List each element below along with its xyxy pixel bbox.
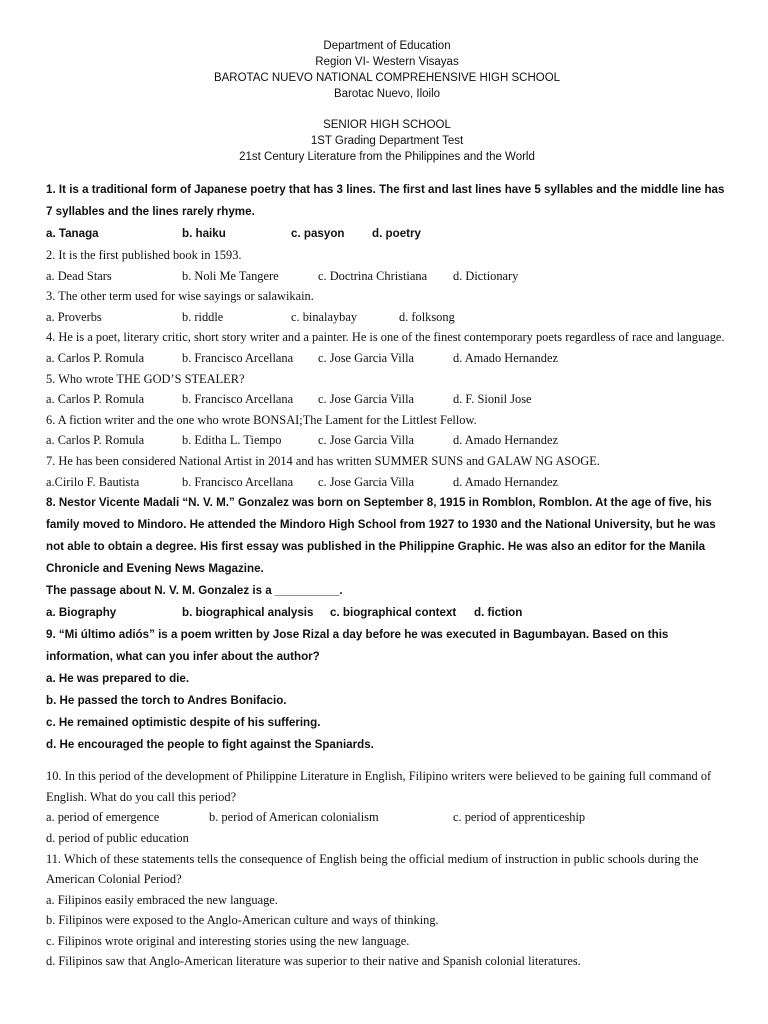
option-c: c. He remained optimistic despite of his suffering. <box>46 716 321 730</box>
option-b: b. period of American colonialism <box>209 810 379 825</box>
option-b: b. Editha L. Tiempo <box>182 433 282 448</box>
option-d: d. poetry <box>372 227 421 240</box>
option-b: b. Francisco Arcellana <box>182 474 294 489</box>
option-c: c. period of apprenticeship <box>453 810 586 825</box>
option-c: c. Jose Garcia Villa <box>318 433 415 448</box>
option-a: a. Dead Stars <box>46 268 112 283</box>
question-7 <box>46 451 728 492</box>
option-d: d. He encouraged the people to fight against the Spaniards. <box>46 738 374 752</box>
question-10 <box>46 766 728 848</box>
option-b: b. Francisco Arcellana <box>182 392 294 407</box>
option-a: a. Carlos P. Romula <box>46 350 145 365</box>
option-d: d. Amado Hernandez <box>453 474 558 489</box>
option-b: b. Filipinos were exposed to the Anglo-American culture and ways of thinking. <box>46 913 439 928</box>
option-c: c. Doctrina Christiana <box>318 268 428 283</box>
option-a: a.Cirilo F. Bautista <box>46 474 140 489</box>
question-stem: 6. A fiction writer and the one who wrote BONSAI;The Lament for the Littlest Fellow. <box>46 412 477 427</box>
question-options <box>46 266 728 287</box>
question-stem: 8. Nestor Vicente Madali “N. V. M.” Gonzalez was born on September 8, 1915 in Romblon, Romblon. At the age of five, his family moved to Mindoro. He attended the Mindoro High School from 1927 to 1930 and the National University, but he was not able to obtain a degree. His first essay was published in the Philippine Graphic. He was also an editor for the Manila Chronicle and Evening News Magazine. <box>46 496 716 576</box>
option-a: a. Proverbs <box>46 309 102 324</box>
option-b: b. haiku <box>182 227 226 240</box>
question-options <box>46 307 728 328</box>
option-b: b. biographical analysis <box>182 606 314 620</box>
question-3 <box>46 286 728 327</box>
question-options <box>46 389 728 410</box>
option-b: b. Francisco Arcellana <box>182 350 294 365</box>
option-d: d. period of public education <box>46 830 189 845</box>
option-a: a. Biography <box>46 606 117 620</box>
question-stem: 1. It is a traditional form of Japanese poetry that has 3 lines. The first and last lines have 5 syllables and the middle line has 7 syllables and the lines rarely rhyme. <box>46 183 725 218</box>
option-c: c. Jose Garcia Villa <box>318 350 415 365</box>
header-line: 21st Century Literature from the Philippines and the World <box>239 151 535 163</box>
option-c: c. pasyon <box>291 227 345 240</box>
option-a: a. Carlos P. Romula <box>46 433 145 448</box>
option-d: d. folksong <box>399 309 455 324</box>
option-d: d. Amado Hernandez <box>453 350 558 365</box>
header-line: SENIOR HIGH SCHOOL <box>323 119 451 131</box>
option-c: c. Jose Garcia Villa <box>318 474 415 489</box>
question-5 <box>46 369 728 410</box>
option-c: c. Jose Garcia Villa <box>318 392 415 407</box>
question-2 <box>46 245 728 286</box>
option-d: d. Dictionary <box>453 268 519 283</box>
question-list <box>46 179 728 972</box>
question-options <box>46 472 728 493</box>
question-options <box>46 807 728 828</box>
option-d: d. Amado Hernandez <box>453 433 558 448</box>
question-4 <box>46 327 728 368</box>
question-options <box>46 602 728 624</box>
question-6 <box>46 410 728 451</box>
question-options <box>46 430 728 451</box>
question-stem: 5. Who wrote THE GOD’S STEALER? <box>46 371 245 386</box>
option-b: b. He passed the torch to Andres Bonifacio. <box>46 694 287 708</box>
question-stem: 4. He is a poet, literary critic, short story writer and a painter. He is one of the finest contemporary poets regardless of race and language. <box>46 330 725 345</box>
option-d: d. Filipinos saw that Anglo-American literature was superior to their native and Spanish colonial literatures. <box>46 954 581 969</box>
question-stem: 2. It is the first published book in 1593. <box>46 248 242 262</box>
question-8 <box>46 492 728 624</box>
question-options <box>46 223 728 245</box>
header-line: Region VI- Western Visayas <box>315 56 459 68</box>
option-c: c. Filipinos wrote original and interesting stories using the new language. <box>46 933 410 948</box>
header-line: Barotac Nuevo, Iloilo <box>333 88 441 100</box>
question-9 <box>46 624 728 756</box>
question-11 <box>46 849 728 973</box>
question-stem: 7. He has been considered National Artist in 2014 and has written SUMMER SUNS and GALAW NG ASOGE. <box>46 453 600 468</box>
question-stem: 3. The other term used for wise sayings or salawikain. <box>46 289 314 304</box>
document-header <box>46 38 728 165</box>
option-a: a. Filipinos easily embraced the new language. <box>46 892 278 907</box>
option-a: a. He was prepared to die. <box>46 672 190 686</box>
option-d: d. fiction <box>474 606 523 620</box>
header-line: 1ST Grading Department Test <box>310 135 464 147</box>
option-b: b. riddle <box>182 309 224 324</box>
option-a: a. Carlos P. Romula <box>46 392 145 407</box>
question-1 <box>46 179 728 245</box>
question-stem: 10. In this period of the development of Philippine Literature in English, Filipino writers were believed to be gaining full command of English. What do you call this period? <box>46 769 712 804</box>
header-line: Department of Education <box>323 40 451 52</box>
question-options <box>46 348 728 369</box>
option-b: b. Noli Me Tangere <box>182 268 279 283</box>
option-a: a. Tanaga <box>46 227 99 240</box>
option-c: c. binalaybay <box>291 309 358 324</box>
header-line: BAROTAC NUEVO NATIONAL COMPREHENSIVE HIGH SCHOOL <box>213 72 561 84</box>
option-d: d. F. Sionil Jose <box>453 392 532 407</box>
option-c: c. biographical context <box>330 606 457 620</box>
question-stem: 9. “Mi último adiós” is a poem written by Jose Rizal a day before he was executed in Bagumbayan. Based on this information, what can you infer about the author? <box>46 628 669 664</box>
question-prompt: The passage about N. V. M. Gonzalez is a __________. <box>46 584 343 598</box>
option-a: a. period of emergence <box>46 810 160 825</box>
question-stem: 11. Which of these statements tells the consequence of English being the official medium of instruction in public schools during the American Colonial Period? <box>46 851 699 887</box>
